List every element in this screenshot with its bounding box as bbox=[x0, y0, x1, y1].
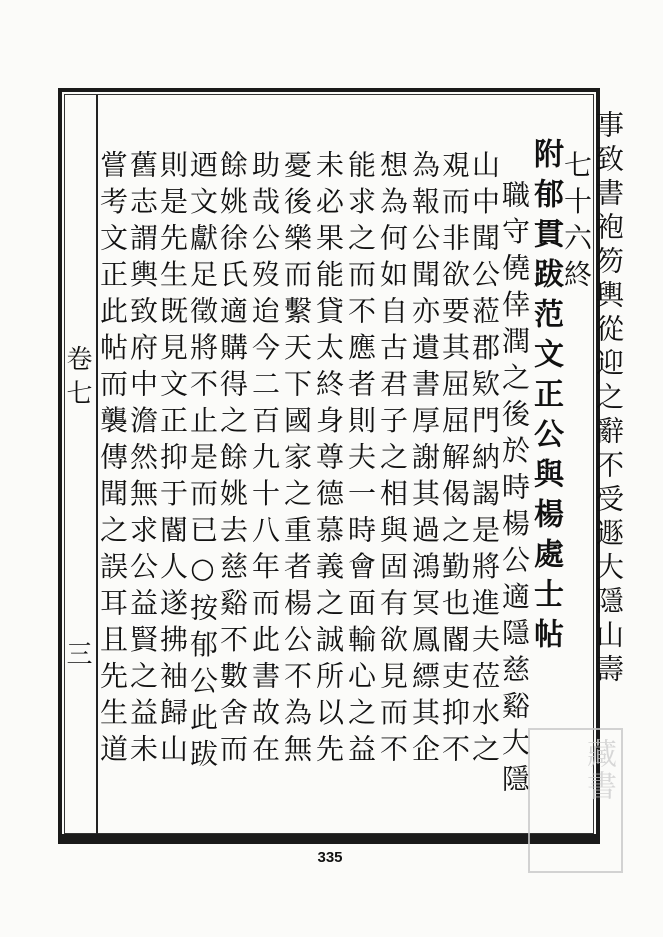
margin-strip bbox=[60, 95, 98, 835]
text-column-10: 未必果能貸太終身尊德慕義之誠所以先 bbox=[312, 150, 345, 771]
text-column-12: 助哉公歿迨今二百九十八年而此書故在 bbox=[248, 150, 281, 771]
text-column-6: 覌而非欲要其屈屈解偈之勤也閽吏抑不 bbox=[438, 150, 471, 771]
text-column-16: 舊志謂輿致府中澹然無求公益賢之益未 bbox=[126, 150, 159, 771]
text-column-2: 七十六終 bbox=[560, 150, 593, 296]
collector-seal: 藏書 bbox=[528, 728, 623, 873]
margin-label: 卷七 bbox=[62, 345, 92, 413]
text-column-17: 嘗考文正此帖而襲傳聞之誤耳且先生道 bbox=[96, 150, 129, 771]
bottom-border-band bbox=[58, 834, 600, 844]
text-column-9: 能求之而不應者則夫一時會面輸心之益 bbox=[344, 150, 377, 771]
text-column-7: 為報公聞亦遺書厚謝其過鴻冥鳳縹其企 bbox=[408, 150, 441, 771]
text-column-14: 迺文獻足徵將不止是而已○按郁公此跋 bbox=[186, 150, 219, 776]
page-number: 335 bbox=[317, 849, 343, 866]
text-column-1: 事致書袍笏輿從迎之辭不受遯大隱山壽 bbox=[592, 110, 625, 688]
text-column-5: 山中聞公蒞郡欵門納謁是將進夫莅水之 bbox=[468, 150, 501, 771]
text-column-15: 則是先生既見文正抑于閽人遂拂袖歸山 bbox=[156, 150, 189, 771]
text-column-11: 憂後樂而繫天下國家之重者楊公不為無 bbox=[280, 150, 313, 771]
text-column-13: 餘姚徐氏適購得之餘姚去慈谿不數舍而 bbox=[216, 150, 249, 771]
text-column-8: 想為何如自古君子之相與固有欲見而不 bbox=[376, 150, 409, 771]
margin-folio: 三 bbox=[62, 640, 92, 674]
section-title: 附郁貫跋范文正公與楊處士帖 bbox=[528, 138, 563, 658]
text-column-4: 職守僥倖潤之後於時楊公適隱慈谿大隱 bbox=[498, 180, 531, 801]
